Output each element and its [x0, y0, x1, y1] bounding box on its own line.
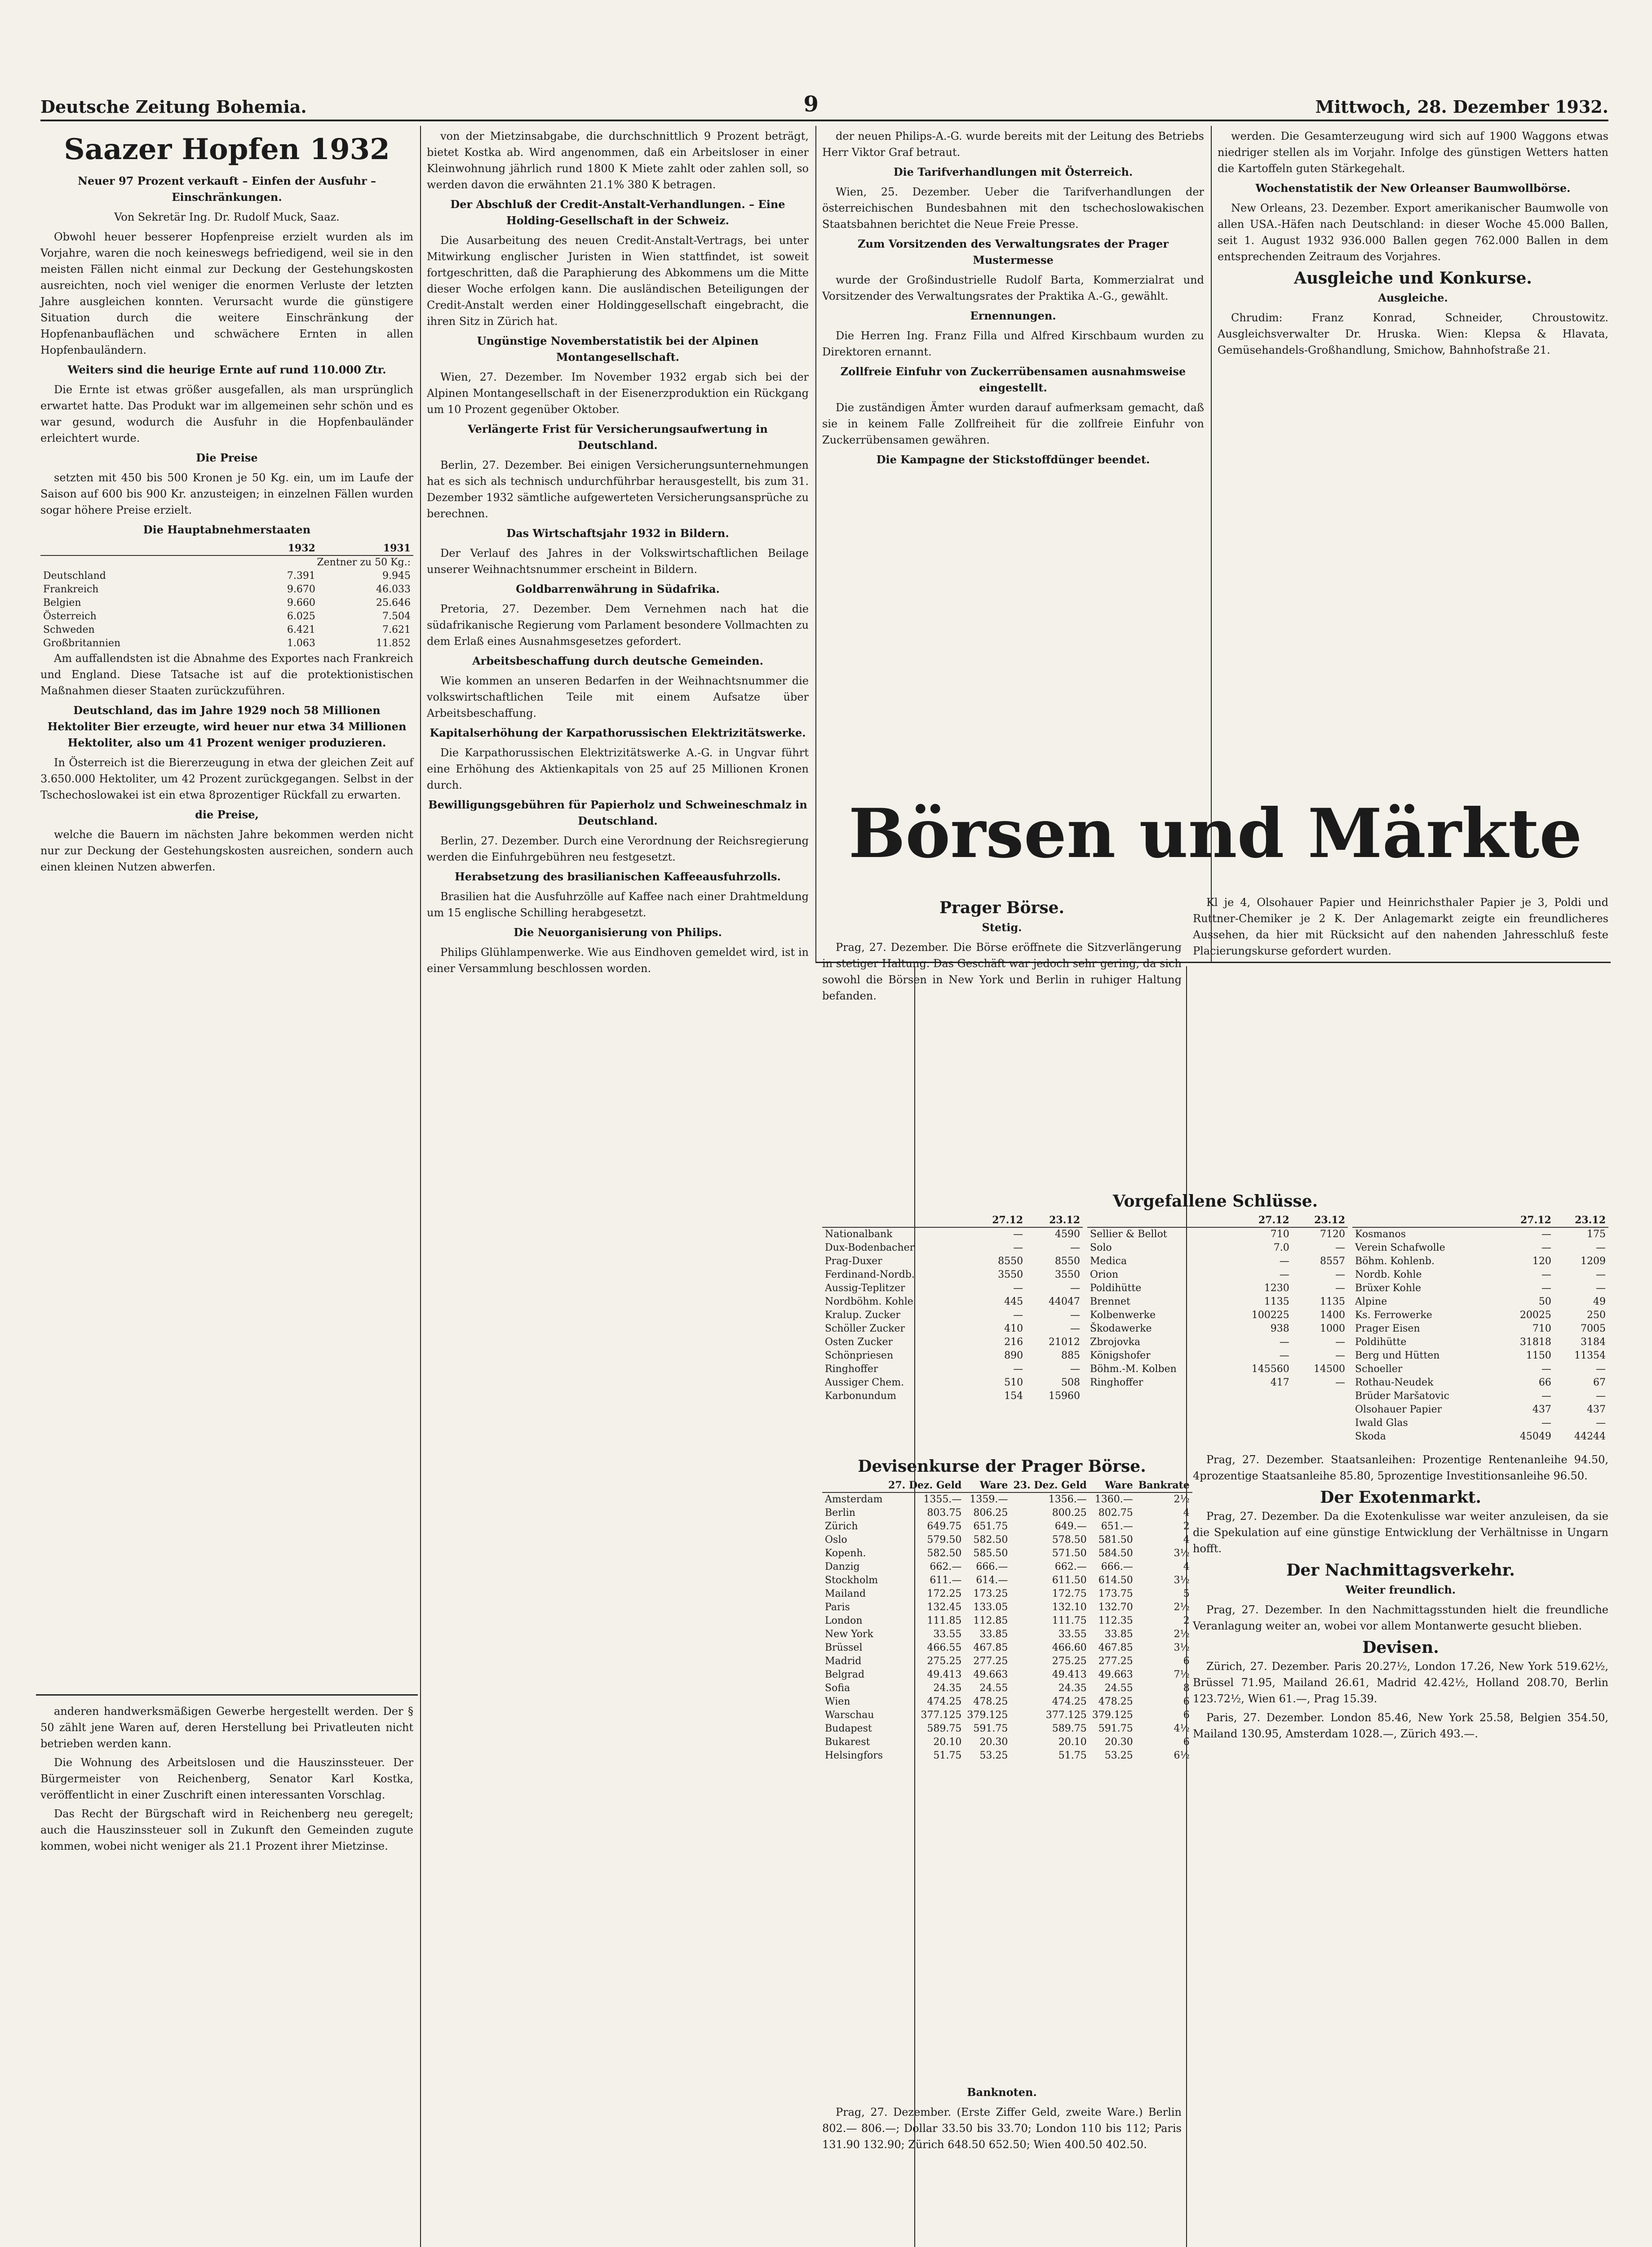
table-row: Deutschland 7.391 9.945 [43, 570, 411, 582]
section-title: Devisen. [1362, 1638, 1439, 1657]
section-title-konkurse: Ausgleiche und Konkurse. [1294, 269, 1532, 288]
table-row: Großbritannien 1.063 11.852 [43, 638, 411, 649]
table-row: Iwald Glas — — [1355, 1417, 1606, 1429]
table-row: Kopenh. 582.50 585.50 571.50 584.50 3½ [825, 1548, 1190, 1559]
paragraph: Die Wohnung des Arbeitslosen und die Hauszinssteuer. Der Bürgermeister von Reichenberg, Senator Karl Kostka, veröffentlicht in einer Zuschrift einen interessanten Vorschlag. [40, 1756, 413, 1801]
paragraph: Der Verlauf des Jahres in der Volkswirtschaftlichen Beilage unserer Weihnachtsnummer erscheint in Bildern. [427, 547, 809, 576]
article-byline: Von Sekretär Ing. Dr. Rudolf Muck, Saaz. [114, 211, 340, 223]
export-table [40, 542, 413, 650]
paragraph: Berlin, 27. Dezember. Bei einigen Versicherungsunternehmungen hat es sich als technisch undurchführbar herausgestellt, bis zum 31. Dezember 1932 sämtliche aufgewerteten Versicherungsansprüche zu berechnen. [427, 459, 809, 520]
paragraph: Prag, 27. Dezember. Die Börse eröffnete die Sitzverlängerung in stetiger Haltung. Das Geschäft war jedoch sehr gering, da sich sowohl die Börsen in New York und Berlin in ruhiger Haltung befanden. [822, 941, 1182, 1002]
paragraph: wurde der Großindustrielle Rudolf Barta, Kommerzialrat und Vorsitzender des Verwaltungsrates der Praktika A.-G., gewählt. [822, 274, 1204, 302]
table-row: Schöller Zucker 410 — [825, 1323, 1080, 1334]
table-row: Mailand 172.25 173.25 172.75 173.75 5 [825, 1588, 1190, 1599]
table-row: Berlin 803.75 806.25 800.25 802.75 4 [825, 1507, 1190, 1519]
table-row: Kolbenwerke 100225 1400 [1090, 1310, 1345, 1321]
table-row: Belgien 9.660 25.646 [43, 597, 411, 608]
article-continuation [40, 1703, 413, 2247]
table-row: Frankreich 9.670 46.033 [43, 584, 411, 595]
table-row: Danzig 662.— 666.— 662.— 666.— 4 [825, 1561, 1190, 1572]
page-number: 9 [803, 92, 819, 117]
paragraph: Die Ernte ist etwas größer ausgefallen, als man ursprünglich erwartet hatte. Das Produkt war im allgemeinen sehr schön und es war gesund, wodurch die Ausfuhr in die Hopfenbauländer erleichtert wurde. [40, 383, 413, 444]
paragraph: Prag, 27. Dezember. In den Nachmittagsstunden hielt die freundliche Veranlagung weiter an, wobei vor allem Montanwerte gesucht blieben. [1193, 1603, 1608, 1632]
table-row: Prager Eisen 710 7005 [1355, 1323, 1606, 1334]
paragraph: Die Herren Ing. Franz Filla und Alfred Kirschbaum wurden zu Direktoren ernannt. [822, 329, 1204, 358]
business-news-column [427, 128, 809, 2247]
table-row: Aussig-Teplitzer — — [825, 1283, 1080, 1294]
table-row: Warschau 377.125 379.125 377.125 379.125 6 [825, 1710, 1190, 1721]
section-title: Der Exotenmarkt. [1320, 1488, 1481, 1507]
subheading: Die Tarifverhandlungen mit Österreich. [893, 165, 1133, 178]
table-row: Alpine 50 49 [1355, 1296, 1606, 1307]
paragraph: Die zuständigen Ämter wurden darauf aufmerksam gemacht, daß sie in keinem Falle Zollfreiheit für die zollfreie Einfuhr von Zuckerrübensamen gewähren. [822, 401, 1204, 446]
closing-prices-table-c: 27.12 23.12 Kosmanos — 175 Verein Schafwolle — — Böhm. Kohlenb. 120 1209 Nordb. Kohle — — Brüxer Kohle — — Alpine 50 49 Ks. Ferrowerke 20025 250 Prager Eisen 710 7005 Poldihütte 31818 3184 Berg und Hütten 1150 11354 Schoeller — — Rothau-Neudek 66 67 Brüder Maršatovic — — Olsohauer Papier 437 437 Iwald Glas — — Skoda 45049 44244 [1352, 1213, 1608, 1438]
article-kicker: Neuer 97 Prozent verkauft – Einfen der Ausfuhr – Einschränkungen. [78, 174, 376, 204]
subheading: Zollfreie Einfuhr von Zuckerrübensamen ausnahmsweise eingestellt. [840, 365, 1186, 394]
subheading: Die Kampagne der Stickstoffdünger beendet. [876, 453, 1150, 466]
section-title: Der Nachmittagsverkehr. [1286, 1561, 1515, 1580]
table-row: Stockholm 611.— 614.— 611.50 614.50 3½ [825, 1575, 1190, 1586]
table-row: Poldihütte 31818 3184 [1355, 1337, 1606, 1348]
column-divider [420, 126, 421, 2247]
column-divider [815, 126, 816, 962]
table-row: Karbonundum 154 15960 [825, 1390, 1080, 1402]
paragraph: Kl je 4, Olsohauer Papier und Heinrichsthaler Papier je 3, Poldi und Ruttner-Chemiker je 2 K. Der Anlagemarkt zeigte ein freundlicheres Aussehen, da hier mit Rücksicht auf den nahenden Jahresschluß feste Placierungskurse gefordert wurden. [1193, 896, 1608, 957]
subheading: Stetig. [982, 921, 1022, 934]
prager-boerse-text [822, 894, 1182, 1182]
table-row: Österreich 6.025 7.504 [43, 611, 411, 622]
table-row: Helsingfors 51.75 53.25 51.75 53.25 6½ [825, 1750, 1190, 1761]
subheading: die Preise, [195, 808, 259, 821]
masthead [40, 90, 1608, 121]
table-row: Sofia 24.35 24.55 24.35 24.55 8 [825, 1683, 1190, 1694]
table-row: Aussiger Chem. 510 508 [825, 1377, 1080, 1388]
masthead-date: Mittwoch, 28. Dezember 1932. [1315, 97, 1608, 117]
section-title: Prager Börse. [939, 898, 1065, 917]
paragraph: Prag, 27. Dezember. Da die Exotenkulisse war weiter anzuleisen, da sie die Spekulation auf eine günstige Entwicklung der Verhältnisse in Ungarn hofft. [1193, 1510, 1608, 1555]
table-row: Schweden 6.421 7.621 [43, 624, 411, 635]
table-row: Osten Zucker 216 21012 [825, 1337, 1080, 1348]
paragraph: Zürich, 27. Dezember. Paris 20.27½, London 17.26, New York 519.62½, Brüssel 71.95, Mailand 26.61, Madrid 42.42½, Holland 208.70, Berlin 123.72½, Wien 61.—, Prag 15.39. [1193, 1660, 1608, 1705]
paragraph: setzten mit 450 bis 500 Kronen je 50 Kg. ein, um im Laufe der Saison auf 600 bis 900 Kr. anzusteigen; in einzelnen Fällen wurden sogar höhere Preise erzielt. [40, 471, 413, 516]
paragraph: Wien, 27. Dezember. Im November 1932 ergab sich bei der Alpinen Montangesellschaft in der Eisenerzproduktion ein Rückgang um 10 Prozent gegenüber Oktober. [427, 371, 809, 416]
table-row: Sellier & Bellot 710 7120 [1090, 1229, 1345, 1240]
table-row: Verein Schafwolle — — [1355, 1242, 1606, 1253]
table-row: Ringhoffer 417 — [1090, 1377, 1345, 1388]
table-row: Belgrad 49.413 49.663 49.413 49.663 7½ [825, 1669, 1190, 1680]
table-row: Wien 474.25 478.25 474.25 478.25 6 [825, 1696, 1190, 1707]
table-header: 1932 [238, 542, 318, 555]
table-row: Škodawerke 938 1000 [1090, 1323, 1345, 1334]
table-row: Rothau-Neudek 66 67 [1355, 1377, 1606, 1388]
paragraph: Das Recht der Bürgschaft wird in Reichenberg neu geregelt; auch die Hauszinssteuer soll in Zukunft den Gemeinden zugute kommen, wobei nicht weniger als 21.1 Prozent ihrer Mietzinse. [40, 1807, 413, 1852]
closing-prices-table-b: 27.12 23.12 Sellier & Bellot 710 7120 Solo 7.0 — Medica — 8557 Orion — — Poldihütte 1230 — Brennet 1135 1135 Kolbenwerke 100225 1400 Škodawerke 938 1000 Zbrojovka — — Königshofer — — Böhm.-M. Kolben 145560 14500 Ringhoffer 417 — [1087, 1213, 1348, 1438]
table-header [40, 542, 238, 555]
table-row: Königshofer — — [1090, 1350, 1345, 1361]
table-row: Brüxer Kohle — — [1355, 1283, 1606, 1294]
section-title: Vorgefallene Schlüsse. [1112, 1192, 1318, 1211]
paragraph: New Orleans, 23. Dezember. Export amerikanischer Baumwolle von allen USA.-Häfen nach Deutschland: in dieser Woche 45.000 Ballen, seit 1. August 1932 936.000 Ballen gegen 762.000 Ballen in dem entsprechenden Zeitraum des Vorjahres. [1218, 202, 1608, 263]
table-row: Budapest 589.75 591.75 589.75 591.75 4½ [825, 1723, 1190, 1734]
exchange-rates: Devisenkurse der Prager Börse. 27. Dez. Geld Ware 23. Dez. Geld Ware Bankrate Amsterdam 1355.— 1359.— 1356.— 1360.— 2½ Berlin 803.75 806.25 800.25 802.75 4 Zürich 649.75 651.75 649.— 651.— 2 Oslo 579.50 582.50 578.50 581.50 4 Kopenh. 582.50 585.50 571.50 584.50 3½ Danzig 662.— 666.— 662.— 666.— 4 Stockholm 611.— 614.— 611.50 614.50 3½ Mailand 172.25 173.25 172.75 173.75 5 Paris 132.45 133.05 132.10 132.70 2½ London 111.85 112.85 111.75 112.35 2 New York 33.55 33.85 33.55 33.85 2½ Brüssel 466.55 467.85 466.60 467.85 3½ Madrid 275.25 277.25 275.25 277.25 6 Belgrad 49.413 49.663 49.413 49.663 7½ Sofia 24.35 24.55 24.35 24.55 8 Wien 474.25 478.25 474.25 478.25 6 Warschau 377.125 379.125 377.125 379.125 6 Budapest 589.75 591.75 589.75 591.75 4½ Bukarest 20.10 20.30 20.10 20.30 6 Helsingfors 51.75 53.25 51.75 53.25 6½ [822, 1452, 1182, 1982]
subheading: Bewilligungsgebühren für Papierholz und Schweineschmalz in Deutschland. [428, 798, 807, 827]
table-row: Olsohauer Papier 437 437 [1355, 1404, 1606, 1415]
table-row: Oslo 579.50 582.50 578.50 581.50 4 [825, 1534, 1190, 1545]
paragraph: Wien, 25. Dezember. Ueber die Tarifverhandlungen der österreichischen Bundesbahnen mit den tschechoslowakischen Staatsbahnen berichtet die Neue Freie Presse. [822, 186, 1204, 231]
paragraph: Die Karpathorussischen Elektrizitätswerke A.-G. in Ungvar führt eine Erhöhung des Aktienkapitals von 25 auf 25 Millionen Kronen durch. [427, 746, 809, 791]
subheading: Deutschland, das im Jahre 1929 noch 58 Millionen Hektoliter Bier erzeugte, wird heuer nur etwa 34 Millionen Hektoliter, also um 41 Prozent weniger produzieren. [47, 704, 407, 749]
table-row: Schönpriesen 890 885 [825, 1350, 1080, 1361]
table-row: London 111.85 112.85 111.75 112.35 2 [825, 1615, 1190, 1626]
subheading: Goldbarrenwährung in Südafrika. [516, 582, 720, 595]
subheading: Die Neuorganisierung von Philips. [514, 926, 722, 939]
paragraph: der neuen Philips-A.-G. wurde bereits mit der Leitung des Betriebs Herr Viktor Graf betraut. [822, 130, 1204, 159]
table-row: Zürich 649.75 651.75 649.— 651.— 2 [825, 1521, 1190, 1532]
article-hopfen [40, 128, 413, 1687]
paragraph: Die Ausarbeitung des neuen Credit-Anstalt-Vertrags, bei unter Mitwirkung englischer Juristen in Wien stattfindet, ist soweit fortgeschritten, daß die Paraphierung des Abkommens um die Mitte dieser Woche erfolgen kann. Die ausländischen Beteiligungen der Credit-Anstalt werden einer Holdinggesellschaft eingebracht, die ihren Sitz in Zürich hat. [427, 234, 809, 328]
table-header: 1931 [318, 542, 413, 555]
table-row: Nationalbank — 4590 [825, 1229, 1080, 1240]
subheading: Wochenstatistik der New Orleanser Baumwollbörse. [1255, 182, 1571, 195]
table-row: New York 33.55 33.85 33.55 33.85 2½ [825, 1629, 1190, 1640]
paragraph: anderen handwerksmäßigen Gewerbe hergestellt werden. Der § 50 zählt jene Waren auf, deren Herstellung bei Privatleuten nicht betrieben werden kann. [40, 1705, 413, 1750]
subheading: Die Preise [196, 451, 258, 464]
table-row: Ringhoffer — — [825, 1363, 1080, 1375]
table-row: Poldihütte 1230 — [1090, 1283, 1345, 1294]
table-row: Skoda 45049 44244 [1355, 1431, 1606, 1442]
subheading: Der Abschluß der Credit-Anstalt-Verhandlungen. – Eine Holding-Gesellschaft in der Schweiz. [450, 198, 785, 227]
subheading: Zum Vorsitzenden des Verwaltungsrates der Prager Mustermesse [858, 237, 1169, 266]
table-row: Amsterdam 1355.— 1359.— 1356.— 1360.— 2½ [825, 1494, 1190, 1505]
subheading: Das Wirtschaftsjahr 1932 in Bildern. [506, 527, 729, 540]
section-title: Devisenkurse der Prager Börse. [858, 1457, 1146, 1476]
table-row: Orion — — [1090, 1269, 1345, 1280]
table-row: Ks. Ferrowerke 20025 250 [1355, 1310, 1606, 1321]
table-row: Brennet 1135 1135 [1090, 1296, 1345, 1307]
paragraph: Brasilien hat die Ausfuhrzölle auf Kaffee nach einer Drahtmeldung um 15 englische Schilling herabgesetzt. [427, 890, 809, 919]
paragraph: Wie kommen an unseren Bedarfen in der Weihnachtsnummer die volkswirtschaftlichen Teile mit einem Aufsatze über Arbeitsbeschaffung. [427, 675, 809, 719]
table-row: Kralup. Zucker — — [825, 1310, 1080, 1321]
paragraph: Obwohl heuer besserer Hopfenpreise erzielt wurden als im Vorjahre, waren die noch keineswegs befriedigend, weil sie in den meisten Fällen nicht einmal zur Deckung der Gestehungskosten ausreichten, noch viel weniger die enormen Verluste der letzten Jahre ausgleichen konnten. Verursacht wurde die günstigere Situation durch die weitere Einschränkung der Hopfenanbauflächen und schwächere Ernten in allen Hopfenbauländern. [40, 231, 413, 356]
paragraph: Paris, 27. Dezember. London 85.46, New York 25.58, Belgien 354.50, Mailand 130.95, Amsterdam 1028.—, Zürich 493.—. [1193, 1711, 1608, 1740]
subheading: Ernennungen. [970, 309, 1056, 322]
paragraph: Pretoria, 27. Dezember. Dem Vernehmen nach hat die südafrikanische Regierung vom Parlament besondere Vollmachten zu dem Erlaß eines Ausnahmsgesetzes gefordert. [427, 603, 809, 648]
section-divider [36, 1694, 418, 1696]
table-row: Nordböhm. Kohle 445 44047 [825, 1296, 1080, 1307]
table-row: Böhm. Kohlenb. 120 1209 [1355, 1256, 1606, 1267]
table-row: Solo 7.0 — [1090, 1242, 1345, 1253]
subheading: Kapitalserhöhung der Karpathorussischen Elektrizitätswerke. [430, 726, 806, 739]
masthead-paper-name: Deutsche Zeitung Bohemia. [40, 97, 307, 117]
table-row: Medica — 8557 [1090, 1256, 1345, 1267]
subheading: Weiters sind die heurige Ernte auf rund 110.000 Ztr. [67, 363, 386, 376]
paragraph: Berlin, 27. Dezember. Durch eine Verordnung der Reichsregierung werden die Einfuhrgebühren neu festgesetzt. [427, 835, 809, 863]
table-row: Bukarest 20.10 20.30 20.10 20.30 6 [825, 1736, 1190, 1748]
paragraph: welche die Bauern im nächsten Jahre bekommen werden nicht nur zur Deckung der Gestehungskosten ausreichen, sondern auch einen kleinen Nutzen abwerfen. [40, 828, 413, 873]
table-row: Brüssel 466.55 467.85 466.60 467.85 3½ [825, 1642, 1190, 1653]
table-row: Prag-Duxer 8550 8550 [825, 1256, 1080, 1267]
subheading: Banknoten. [967, 2086, 1037, 2099]
table-row: Böhm.-M. Kolben 145560 14500 [1090, 1363, 1345, 1375]
table-row: Paris 132.45 133.05 132.10 132.70 2½ [825, 1602, 1190, 1613]
banknotes [822, 2081, 1182, 2247]
paragraph: In Österreich ist die Biererzeugung in etwa der gleichen Zeit auf 3.650.000 Hektoliter, um 42 Prozent zurückgegangen. Selbst in der Tschechoslowakei ist ein etwa 8prozentiger Rückfall zu erwarten. [40, 756, 413, 801]
paragraph: von der Mietzinsabgabe, die durchschnittlich 9 Prozent beträgt, bietet Kostka ab. Wird angenommen, daß ein Arbeitsloser in einer Kleinwohnung jährlich rund 1800 K Miete zahlt oder zahlen soll, so werden davon die erwähnten 21.1% 380 K betragen. [427, 130, 809, 191]
subheading: Verlängerte Frist für Versicherungsaufwertung in Deutschland. [468, 422, 768, 452]
subheading: Ungünstige Novemberstatistik bei der Alpinen Montangesellschaft. [477, 334, 759, 364]
subheading: Ausgleiche. [1378, 291, 1448, 304]
paragraph: Am auffallendsten ist die Abnahme des Exportes nach Frankreich und England. Diese Tatsache ist auf die protektionistischen Maßnahmen dieser Staaten zurückzuführen. [40, 652, 413, 697]
table-row: Brüder Maršatovic — — [1355, 1390, 1606, 1402]
table-row: Nordb. Kohle — — [1355, 1269, 1606, 1280]
table-unit: Zentner zu 50 Kg.: [317, 557, 411, 568]
paragraph: Prag, 27. Dezember. (Erste Ziffer Geld, zweite Ware.) Berlin 802.— 806.—; Dollar 33.50 bis 33.70; London 110 bis 112; Paris 131.90 132.90; Zürich 648.50 652.50; Wien 400.50 402.50. [822, 2106, 1182, 2151]
paragraph: Philips Glühlampenwerke. Wie aus Eindhoven gemeldet wird, ist in einer Versammlung beschlossen worden. [427, 946, 809, 975]
market-reports [1193, 1452, 1608, 2247]
table-title: Die Hauptabnehmerstaaten [143, 523, 311, 536]
paragraph: Prag, 27. Dezember. Staatsanleihen: Prozentige Rentenanleihe 94.50, 4prozentige Staatsanleihe 85.80, 5prozentige Investitionsanleihe 96.50. [1193, 1453, 1608, 1482]
markets-banner: Börsen und Märkte [848, 794, 1582, 873]
closing-prices-table-a: 27.12 23.12 Nationalbank — 4590 Dux-Bodenbacher — — Prag-Duxer 8550 8550 Ferdinand-Nordb. 3550 3550 Aussig-Teplitzer — — Nordböhm. Kohle 445 44047 Kralup. Zucker — — Schöller Zucker 410 — Osten Zucker 216 21012 Schönpriesen 890 885 Ringhoffer — — Aussiger Chem. 510 508 Karbonundum 154 15960 [822, 1213, 1083, 1438]
table-row: Madrid 275.25 277.25 275.25 277.25 6 [825, 1656, 1190, 1667]
market-commentary [1193, 894, 1608, 1182]
subheading: Arbeitsbeschaffung durch deutsche Gemeinden. [472, 654, 763, 667]
table-row: Dux-Bodenbacher — — [825, 1242, 1080, 1253]
table-row: Zbrojovka — — [1090, 1337, 1345, 1348]
subheading: Herabsetzung des brasilianischen Kaffeeausfuhrzolls. [455, 870, 781, 883]
table-row: Berg und Hütten 1150 11354 [1355, 1350, 1606, 1361]
table-row: Schoeller — — [1355, 1363, 1606, 1375]
article-title: Saazer Hopfen 1932 [64, 133, 390, 166]
paragraph: Chrudim: Franz Konrad, Schneider, Chroustowitz. Ausgleichsverwalter Dr. Hruska. Wien: Klepsa & Hlavata, Gemüsehandels-Großhandlung, Smichow, Bahnhofstraße 21. [1218, 311, 1608, 356]
table-row: Kosmanos — 175 [1355, 1229, 1606, 1240]
subheading: Weiter freundlich. [1345, 1583, 1456, 1596]
paragraph: werden. Die Gesamterzeugung wird sich auf 1900 Waggons etwas niedriger stellen als im Vorjahr. Infolge des günstigen Wetters hatten die Kartoffeln guten Stärkegehalt. [1218, 130, 1608, 175]
table-row: Ferdinand-Nordb. 3550 3550 [825, 1269, 1080, 1280]
